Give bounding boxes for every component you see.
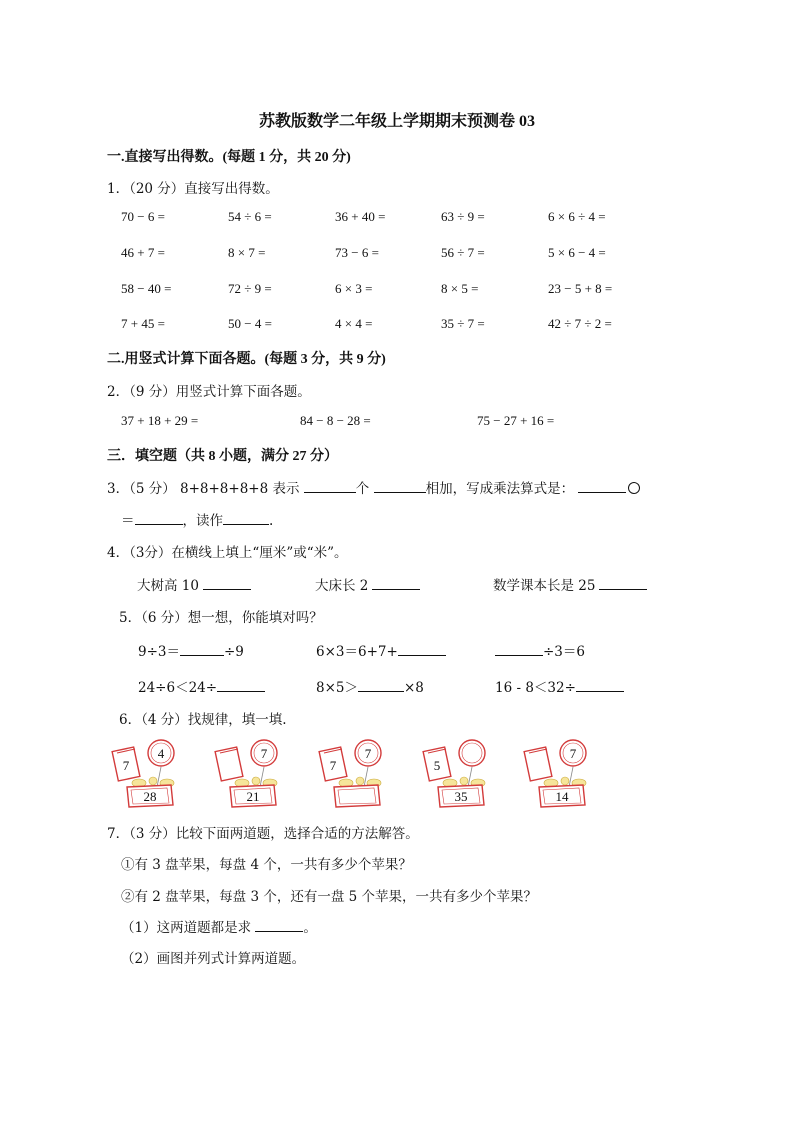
q3-line-2 [121,509,273,529]
q3-line2-a: ＝ [121,513,135,529]
answer-blank[interactable] [495,643,543,656]
answer-blank[interactable] [578,480,626,493]
q4-item-text: 大树高 10 [137,578,199,594]
pattern-picture [212,735,292,810]
expr: 4 × 4 = [335,316,373,331]
expr: 46 + 7 = [121,245,165,260]
expr: 73 − 6 = [335,245,379,260]
compare-circle-icon[interactable] [628,482,640,494]
notebook-number: 7 [122,758,130,773]
q2-stem: 2．（9 分）用竖式计算下面各题。 [107,384,311,400]
q7-sub1-text: （1）这两道题都是求 [121,920,252,936]
q7-sub1-end: 。 [303,920,317,936]
q5-text: 6×3＝6+7+ [316,644,398,660]
expr: 63 ÷ 9 = [441,209,485,224]
q5-item [316,640,446,660]
gift-box-icon [334,785,380,807]
q5-text: ÷3＝6 [543,644,585,660]
q6-stem: 6．（4 分）找规律，填一填. [119,712,287,728]
q5-stem: 5．（6 分）想一想，你能填对吗？ [119,610,323,626]
q3-stem-a: 3．（5 分） 8+8+8+8+8 表示 [107,481,300,497]
q3-line2-c: . [269,513,274,529]
q7-sub-1 [121,916,317,936]
answer-blank[interactable] [358,679,404,692]
section-3-heading: 三．填空题（共 8 小题，满分 27 分） [107,449,338,464]
answer-blank[interactable] [398,643,446,656]
section-1-heading: 一.直接写出得数。(每题 1 分，共 20 分) [107,150,351,165]
balloon-number: 7 [364,746,372,761]
answer-blank[interactable] [255,919,303,932]
pattern-picture [316,735,396,810]
expr: 5 × 6 − 4 = [548,245,606,260]
q7-problem-1: ①有 3 盘苹果，每盘 4 个，一共有多少个苹果？ [121,857,412,873]
balloon-number: 7 [260,746,268,761]
answer-blank[interactable] [180,643,224,656]
answer-blank[interactable] [576,679,624,692]
box-number: 21 [246,789,260,804]
expr: 54 ÷ 6 = [228,209,272,224]
answer-blank[interactable] [223,512,269,525]
pattern-picture [420,735,500,810]
q4-item [315,574,420,594]
q3-stem-b: 个 [355,481,370,497]
q5-text: 9÷3＝ [138,644,180,660]
q4-stem: 4．（3分）在横线上填上“厘米”或“米”。 [107,545,348,561]
expr: 7 + 45 = [121,316,165,331]
expr: 72 ÷ 9 = [228,281,272,296]
q5-text: ×8 [404,680,424,696]
q7-problem-2: ②有 2 盘苹果，每盘 3 个，还有一盘 5 个苹果，一共有多少个苹果？ [121,889,538,905]
notebook-icon [215,747,243,781]
answer-blank[interactable] [203,577,251,590]
balloon-number: 7 [569,746,577,761]
expr: 42 ÷ 7 ÷ 2 = [548,316,612,331]
balloon-number: 4 [157,746,165,761]
box-number: 35 [454,789,468,804]
q4-item [137,574,251,594]
expr: 70 − 6 = [121,209,165,224]
q3-stem-c: 相加，写成乘法算式是： [425,481,575,497]
notebook-icon [524,747,552,781]
q5-item [495,676,624,696]
expr: 35 ÷ 7 = [441,316,485,331]
q1-stem: 1．（20 分）直接写出得数。 [107,181,279,197]
q4-item [493,574,647,594]
answer-blank[interactable] [374,480,426,493]
q5-text: ÷9 [224,644,244,660]
answer-blank[interactable] [135,512,183,525]
section-2-heading: 二.用竖式计算下面各题。(每题 3 分，共 9 分) [107,352,386,367]
q4-item-text: 数学课本长是 25 [493,578,596,594]
answer-blank[interactable] [304,480,356,493]
pattern-picture [109,735,189,810]
answer-blank[interactable] [372,577,420,590]
answer-blank[interactable] [599,577,647,590]
box-number: 14 [555,789,569,804]
box-number: 28 [143,789,157,804]
notebook-number: 5 [433,758,441,773]
vertical-calc-item: 84 − 8 − 28 = [300,413,371,428]
pattern-picture [521,735,601,810]
vertical-calc-item: 75 − 27 + 16 = [477,413,555,428]
q5-item [138,676,265,696]
vertical-calc-item: 37 + 18 + 29 = [121,413,199,428]
q5-text: 24÷6＜24÷ [138,680,218,696]
expr: 6 × 3 = [335,281,373,296]
expr: 6 × 6 ÷ 4 = [548,209,606,224]
expr: 8 × 7 = [228,245,266,260]
q5-item [495,640,585,660]
notebook-number: 7 [329,758,337,773]
answer-blank[interactable] [217,679,265,692]
q5-text: 16 - 8＜32÷ [495,680,576,696]
q7-stem: 7．（3 分）比较下面两道题，选择合适的方法解答。 [107,826,419,842]
expr: 50 − 4 = [228,316,272,331]
q7-sub-2: （2）画图并列式计算两道题。 [121,951,306,967]
q3-line2-b: ，读作 [182,513,223,529]
q3-line-1 [107,477,640,497]
expr: 58 − 40 = [121,281,172,296]
expr: 56 ÷ 7 = [441,245,485,260]
q5-item [316,676,424,696]
q5-item [138,640,244,660]
expr: 36 + 40 = [335,209,386,224]
expr: 23 − 5 + 8 = [548,281,613,296]
page-title: 苏教版数学二年级上学期期末预测卷 03 [258,113,535,130]
expr: 8 × 5 = [441,281,479,296]
q4-item-text: 大床长 2 [315,578,369,594]
q5-text: 8×5＞ [316,680,358,696]
